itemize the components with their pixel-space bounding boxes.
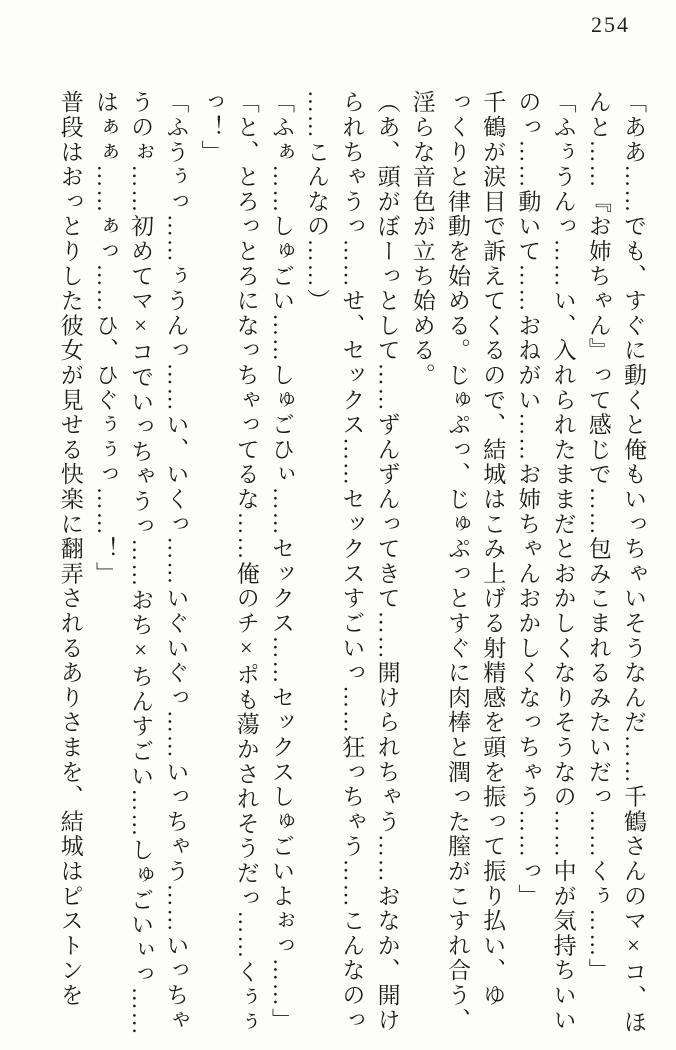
text-line: っ！」: [198, 90, 224, 165]
text-line: られちゃうっ……せ、セックス……セックスすごいっ……狂っちゃう……こんなのっ: [339, 90, 365, 1033]
vertical-text-block: [51, 90, 651, 1040]
text-line: 「ああ……でも、すぐに動くと俺もいっちゃいそうなんだ……千鶴さんのマ×コ、ほ: [621, 90, 646, 1035]
text-line: ……こんなの……）: [304, 90, 330, 314]
text-line: のっ……動いて……おねがい……お姉ちゃんおかしくなっちゃう……っ」: [515, 90, 541, 909]
text-line: はぁぁ……ぁっ……ひ、ひぐぅぅっ……！」: [92, 90, 118, 586]
text-line: （あ、頭がぼーっとして……ずんずんってきて……開けられちゃう……おなか、開け: [374, 90, 400, 1033]
text-line: 千鶴が涙目で訴えてくるので、結城はこみ上げる射精感を頭を振って振り払い、ゆ: [480, 90, 506, 1008]
text-line: 「ふぅうんっ……い、入れられたままだとおかしくなりそうなの……中が気持ちいい: [550, 90, 576, 1033]
text-line: んと……『お姉ちゃん』って感じで……包みこまれるみたいだっ……くぅ……」: [585, 90, 611, 983]
text-line: 淫らな音色が立ち始める。: [409, 90, 435, 388]
text-line: 「と、とろっとろになっちゃってるな……俺のチ×ポも蕩かされそうだっ……くぅぅ: [233, 90, 259, 1035]
page-number: 254: [591, 12, 630, 37]
text-line: っくりと律動を始める。じゅぷっ、じゅぷっとすぐに肉棒と潤った膣がこすれ合う、: [444, 90, 470, 1033]
text-line: うのぉ……初めてマ×コでいっちゃうっ……おち×ちんすごい……しゅごいぃっ……: [128, 90, 154, 1037]
text-line: 普段はおっとりした彼女が見せる快楽に翻弄されるありさまを、結城はピストンを: [57, 90, 83, 1008]
text-line: 「ふぁ……しゅごい……しゅごひぃ……セックス……セックスしゅごいよぉっ……」: [268, 90, 294, 1033]
text-line: 「ふうぅっ……ぅうんっ……い、いくっ……いぐいぐっ……いっちゃう……いっちゃ: [163, 90, 189, 1033]
